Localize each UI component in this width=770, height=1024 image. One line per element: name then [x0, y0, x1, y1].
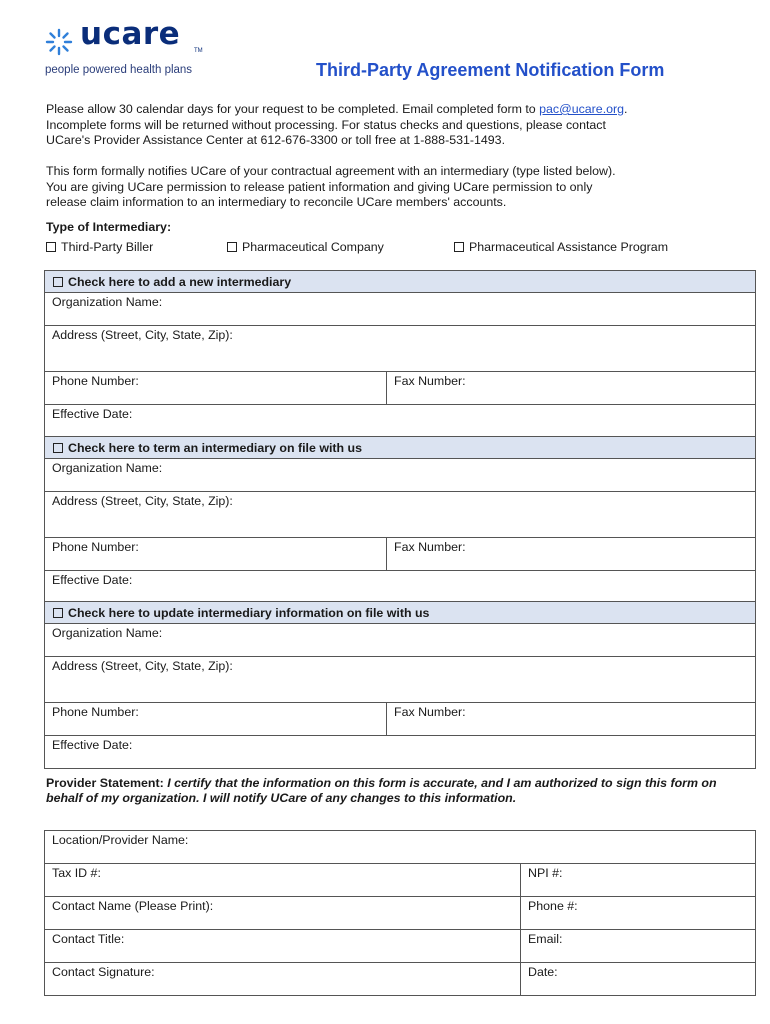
notice-line-3: release claim information to an intermediary to reconcile UCare members' accounts.	[46, 195, 507, 210]
section-header-term[interactable]: Check here to term an intermediary on file with us	[45, 437, 755, 459]
option-third-party-biller[interactable]: Third-Party Biller	[46, 240, 153, 254]
location-provider-name-field[interactable]: Location/Provider Name:	[45, 831, 755, 864]
phone-number-field[interactable]: Phone Number:	[52, 540, 139, 554]
notice-line-2: You are giving UCare permission to release patient information and giving UCare permission to only	[46, 179, 593, 194]
email-link[interactable]: pac@ucare.org	[539, 102, 625, 116]
contact-name-phone-row	[45, 897, 755, 930]
organization-name-field[interactable]: Organization Name:	[45, 624, 755, 657]
date-field[interactable]: Date:	[520, 963, 521, 995]
provider-statement-text: I certify that the information on this form is accurate, and I am authorized to sign this form on behalf of my organization. I will notify UCare of any changes to this information.	[46, 776, 717, 805]
address-field[interactable]: Address (Street, City, State, Zip):	[45, 657, 755, 703]
notice-paragraph	[46, 164, 736, 211]
fax-number-field[interactable]: Fax Number:	[386, 703, 387, 735]
logo-trademark: TM	[194, 48, 203, 54]
section-add-intermediary	[44, 270, 756, 438]
contact-title-email-row	[45, 930, 755, 963]
section-header-add[interactable]: Check here to add a new intermediary	[45, 271, 755, 293]
intro-line-3: UCare's Provider Assistance Center at 612-676-3300 or toll free at 1-888-531-1493.	[46, 133, 506, 148]
address-field[interactable]: Address (Street, City, State, Zip):	[45, 326, 755, 372]
fax-number-field[interactable]: Fax Number:	[386, 538, 387, 570]
provider-statement-label: Provider Statement:	[46, 776, 168, 790]
form-title: Third-Party Agreement Notification Form	[316, 60, 665, 80]
organization-name-field[interactable]: Organization Name:	[45, 459, 755, 492]
checkbox-icon[interactable]	[454, 242, 464, 252]
phone-number-field[interactable]: Phone Number:	[52, 374, 139, 388]
checkbox-icon[interactable]	[53, 443, 63, 453]
notice-line-1: This form formally notifies UCare of your contractual agreement with an intermediary (type listed below).	[46, 164, 616, 178]
contact-title-field[interactable]: Contact Title:	[52, 932, 125, 946]
address-field[interactable]: Address (Street, City, State, Zip):	[45, 492, 755, 538]
provider-statement	[46, 776, 736, 806]
contact-signature-field[interactable]: Contact Signature:	[52, 965, 155, 979]
email-field[interactable]: Email:	[520, 930, 521, 962]
signature-date-row	[45, 963, 755, 995]
effective-date-field[interactable]: Effective Date:	[52, 738, 133, 752]
phone-fax-row	[45, 372, 755, 405]
contact-name-field[interactable]: Contact Name (Please Print):	[52, 899, 214, 913]
checkbox-icon[interactable]	[53, 608, 63, 618]
organization-name-field[interactable]: Organization Name:	[45, 293, 755, 326]
phone-fax-row	[45, 538, 755, 571]
phone-number-field[interactable]: Phone Number:	[52, 705, 139, 719]
intro-line-2: Incomplete forms will be returned without processing. For status checks and questions, please contact	[46, 117, 606, 132]
snowflake-logo-icon	[44, 27, 74, 57]
intermediary-type-label: Type of Intermediary:	[46, 220, 172, 234]
npi-field[interactable]: NPI #:	[520, 864, 521, 896]
section-header-update[interactable]: Check here to update intermediary information on file with us	[45, 602, 755, 624]
option-pharmaceutical-assistance-program[interactable]: Pharmaceutical Assistance Program	[454, 240, 668, 254]
logo-tagline: people powered health plans	[45, 64, 193, 76]
tax-npi-row	[45, 864, 755, 897]
phone-field[interactable]: Phone #:	[520, 897, 521, 929]
effective-date-field[interactable]: Effective Date:	[52, 407, 133, 421]
intro-line-1: Please allow 30 calendar days for your request to be completed. Email completed form to pac@ucare.org.	[46, 102, 628, 116]
fax-number-field[interactable]: Fax Number:	[386, 372, 387, 404]
phone-fax-row	[45, 703, 755, 736]
effective-date-field[interactable]: Effective Date:	[52, 573, 133, 587]
logo-wordmark: ucare	[80, 16, 181, 52]
intro-paragraph	[46, 102, 736, 149]
checkbox-icon[interactable]	[46, 242, 56, 252]
checkbox-icon[interactable]	[53, 277, 63, 287]
checkbox-icon[interactable]	[227, 242, 237, 252]
tax-id-field[interactable]: Tax ID #:	[52, 866, 101, 880]
section-term-intermediary	[44, 436, 756, 604]
option-pharmaceutical-company[interactable]: Pharmaceutical Company	[227, 240, 384, 254]
section-update-intermediary	[44, 601, 756, 769]
provider-info-table	[44, 830, 756, 996]
